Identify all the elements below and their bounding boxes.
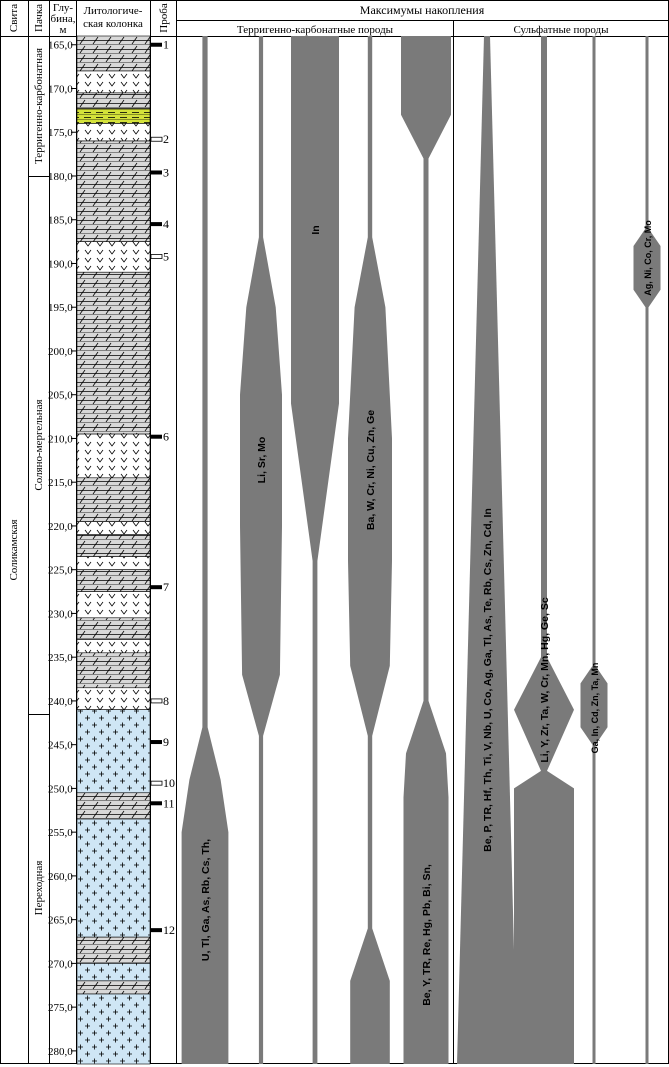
sample-label: 7: [163, 580, 169, 595]
depth-tick-label: 265,0: [48, 914, 73, 927]
sample-label: 2: [163, 132, 169, 147]
litho-layer-marl: [77, 937, 150, 963]
litho-layer-anhydrite: [77, 434, 150, 478]
depth-tick-label: 200,0: [48, 345, 73, 358]
pachka-name-salt-marl: Соляно-мергельная: [33, 399, 45, 491]
sample-marker-open: [151, 254, 162, 258]
element-band: [581, 36, 608, 1064]
element-band: [348, 36, 392, 1064]
element-band: [514, 36, 574, 1064]
litho-layer-marl: [77, 93, 150, 109]
depth-tick-label: 255,0: [48, 827, 73, 840]
sample-marker-open: [151, 781, 162, 785]
depth-tick-label: 225,0: [48, 564, 73, 577]
pachka-name-terrigenous: Терригенно-карбонатная: [33, 47, 45, 165]
depth-header-line3: м: [59, 24, 67, 36]
pachka-name-transitional: Переходная: [33, 860, 45, 916]
depth-tick-label: 215,0: [48, 477, 73, 490]
sample-marker-open: [151, 699, 162, 703]
sample-marker-filled: [151, 801, 162, 805]
litho-layer-salt: [77, 819, 150, 937]
depth-tick-label: 205,0: [48, 389, 73, 402]
litho-layer-marl: [77, 535, 150, 557]
sample-label: 9: [163, 735, 169, 750]
depth-tick-label: 190,0: [48, 258, 73, 271]
litho-layer-marl: [77, 36, 150, 71]
depth-tick-label: 220,0: [48, 520, 73, 533]
sample-label: 10: [163, 776, 175, 791]
litho-layer-claystone: [77, 109, 150, 124]
litho-layer-marl: [77, 653, 150, 688]
depth-tick-label: 245,0: [48, 739, 73, 752]
litho-layer-marl: [77, 618, 150, 640]
element-band-label: Ag, Ni, Co, Cr, Mo: [643, 220, 653, 296]
sample-marker-filled: [151, 928, 162, 932]
litho-layer-anhydrite: [77, 242, 150, 273]
litho-layer-marl: [77, 141, 150, 242]
element-bands: [182, 36, 661, 1064]
svita-name: Соликамская: [8, 519, 20, 581]
litho-layer-marl: [77, 272, 150, 434]
depth-tick-label: 185,0: [48, 214, 73, 227]
depth-header-line1: Глу-: [52, 2, 74, 14]
litho-layer-anhydrite: [77, 71, 150, 93]
sample-marker-filled: [151, 222, 162, 226]
depth-header-line2: бина,: [50, 13, 76, 25]
litho-layer-salt: [77, 710, 150, 793]
lithology-column: [77, 36, 150, 1064]
depth-tick-label: 180,0: [48, 170, 73, 183]
depth-tick-label: 275,0: [48, 1002, 73, 1015]
depth-tick-label: 230,0: [48, 608, 73, 621]
litho-layer-marl: [77, 570, 150, 592]
svita-header: Свита: [8, 3, 20, 33]
sample-label: 12: [163, 923, 175, 938]
sample-label: 11: [163, 796, 175, 811]
litho-layer-anhydrite: [77, 557, 150, 570]
sample-marker-filled: [151, 585, 162, 589]
litho-layer-anhydrite: [77, 592, 150, 618]
sample-marker-filled: [151, 43, 162, 47]
depth-tick-label: 260,0: [48, 870, 73, 883]
litho-header-line1: Литологиче-: [83, 5, 143, 17]
header: [8, 2, 609, 36]
litho-layer-marl: [77, 478, 150, 522]
element-band: [291, 36, 339, 1064]
depth-tick-label: 165,0: [48, 39, 73, 52]
depth-tick-label: 235,0: [48, 652, 73, 665]
sample-label: 6: [163, 429, 169, 444]
litho-layer-anhydrite: [77, 522, 150, 535]
element-band-label: Li, Y, Zr, Ta, W, Cr, Mn, Hg, Ge, Sc: [539, 597, 551, 763]
sample-marker-filled: [151, 170, 162, 174]
depth-tick-label: 240,0: [48, 695, 73, 708]
sample-marker-filled: [151, 435, 162, 439]
litho-layer-anhydrite: [77, 688, 150, 710]
litho-layer-anhydrite: [77, 123, 150, 140]
element-band-label: Be, Y, TR, Re, Hg, Pb, Bi, Sn,: [421, 864, 433, 1006]
sample-markers: [151, 38, 175, 937]
litho-header-line2: ская колонка: [83, 18, 143, 30]
depth-tick-label: 280,0: [48, 1045, 73, 1058]
element-band-label: Li, Sr, Mo: [256, 436, 268, 484]
element-band-label: U, Tl, Ga, As, Rb, Cs, Th,: [200, 838, 212, 962]
element-band: [634, 36, 661, 1064]
pachka-header: Пачка: [33, 4, 45, 32]
depth-tick-label: 195,0: [48, 302, 73, 315]
litho-layer-marl: [77, 981, 150, 994]
maxima-header: Максимумы накопления: [359, 3, 485, 17]
depth-tick-label: 270,0: [48, 958, 73, 971]
depth-tick-label: 210,0: [48, 433, 73, 446]
sample-label: 4: [163, 217, 169, 232]
depth-tick-label: 170,0: [48, 83, 73, 96]
element-band-label: In: [310, 225, 322, 235]
depth-scale: [48, 40, 77, 1058]
sample-label: 5: [163, 249, 169, 264]
litho-layer-anhydrite: [77, 640, 150, 653]
litho-layer-salt: [77, 994, 150, 1064]
element-band-label: Ba, W, Cr, Ni, Cu, Zn, Ge: [365, 409, 377, 531]
litho-layer-salt: [77, 963, 150, 980]
sample-label: 8: [163, 693, 169, 708]
terrigenous-group-header: Терригенно-карбонатные породы: [236, 24, 394, 36]
sample-label: 3: [163, 165, 169, 180]
depth-tick-label: 175,0: [48, 127, 73, 140]
element-band-label: Be, P, TR, Hf, Th, Ti, V, Nb, U, Co, Ag, Ga, Tl, As, Te, Rb, Cs, Zn, Cd, In: [482, 508, 494, 852]
sulfate-group-header: Сульфатные породы: [513, 24, 609, 36]
depth-tick-label: 250,0: [48, 783, 73, 796]
litho-layer-marl: [77, 793, 150, 819]
sample-marker-filled: [151, 740, 162, 744]
proba-header: Проба: [158, 3, 170, 33]
stratigraphy-labels: [8, 48, 45, 915]
element-band-label: Ga, In, Cd, Zn, Ta, Mn: [590, 662, 600, 754]
sample-marker-open: [151, 137, 162, 141]
sample-label: 1: [163, 37, 169, 52]
element-band: [240, 36, 282, 1064]
